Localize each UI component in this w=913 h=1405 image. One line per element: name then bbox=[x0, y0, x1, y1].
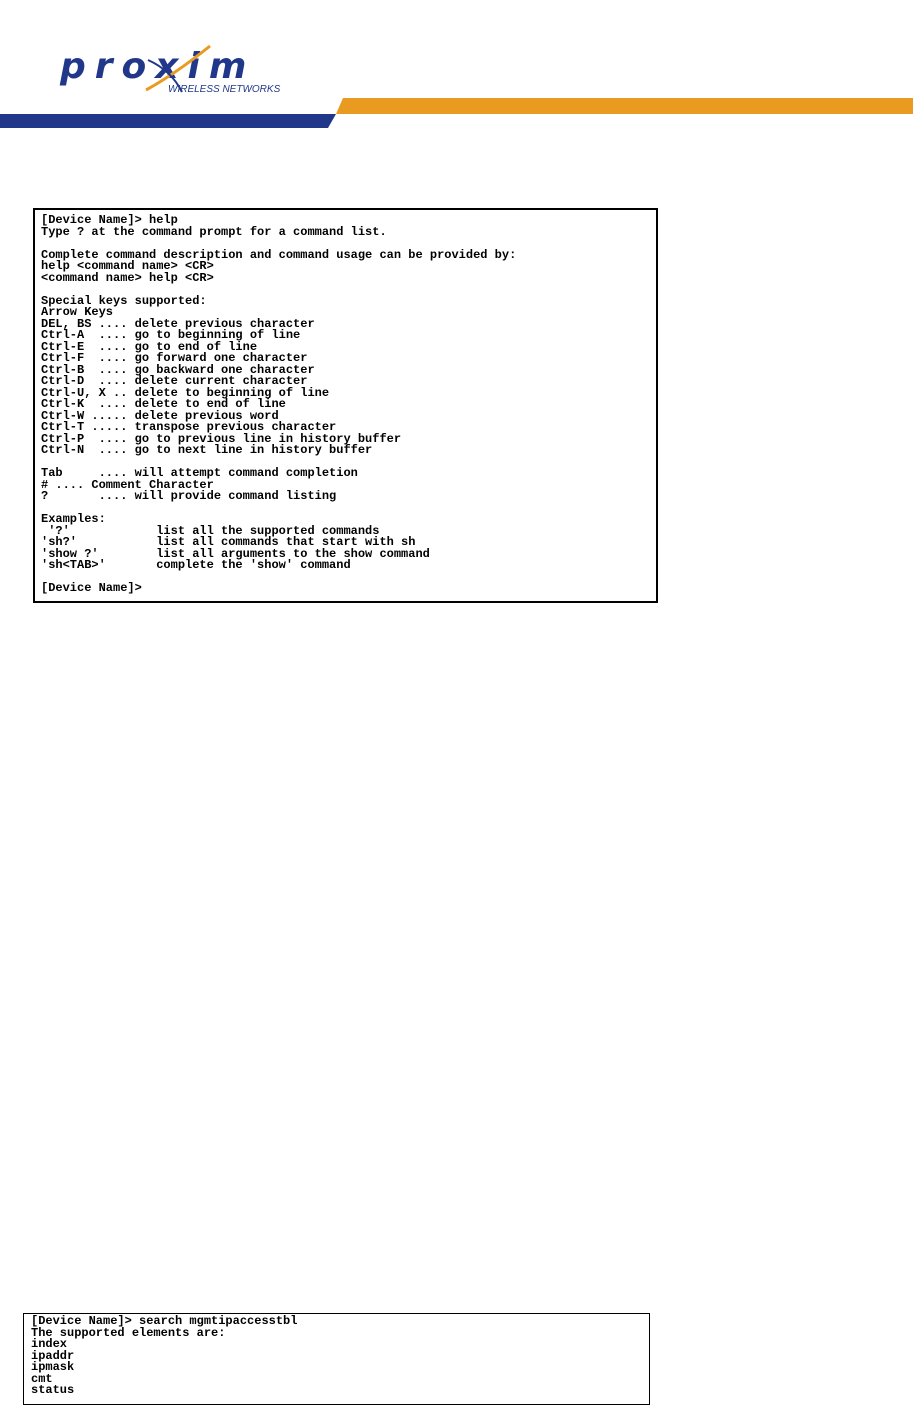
terminal-line: [Device Name]> bbox=[41, 581, 142, 595]
terminal-help-output bbox=[33, 208, 658, 603]
proxim-logo bbox=[60, 40, 290, 100]
terminal-line: 'show ?' list all arguments to the show command bbox=[41, 546, 430, 561]
logo-wordmark: proxim bbox=[60, 46, 256, 87]
terminal-search-output bbox=[23, 1313, 650, 1405]
terminal-line: Ctrl-D .... delete current character bbox=[41, 374, 308, 388]
terminal-line: DEL, BS .... delete previous character bbox=[41, 316, 315, 331]
terminal-line: Ctrl-F .... go forward one character bbox=[41, 351, 308, 365]
terminal-line: ipaddr bbox=[31, 1348, 75, 1363]
terminal-line: Ctrl-N .... go to next line in history buffer bbox=[41, 443, 373, 457]
terminal-line: Ctrl-B .... go backward one character bbox=[41, 362, 315, 377]
search-output-text bbox=[31, 1316, 649, 1397]
terminal-line: 'sh?' list all commands that start with sh bbox=[41, 535, 416, 549]
terminal-line: '?' list all the supported commands bbox=[41, 523, 380, 538]
terminal-line: 'sh<TAB>' complete the 'show' command bbox=[41, 558, 351, 572]
terminal-line: Ctrl-K .... delete to end of line bbox=[41, 397, 286, 411]
terminal-line: The supported elements are: bbox=[31, 1325, 226, 1340]
terminal-line: Examples: bbox=[41, 512, 106, 526]
terminal-line: ? .... will provide command listing bbox=[41, 489, 337, 503]
terminal-line: Type ? at the command prompt for a command list. bbox=[41, 224, 387, 239]
terminal-line: Ctrl-A .... go to beginning of line bbox=[41, 328, 301, 342]
terminal-line: Complete command description and command usage can be provided by: bbox=[41, 247, 517, 262]
terminal-line: # .... Comment Character bbox=[41, 477, 214, 492]
terminal-line: [Device Name]> search mgmtipaccesstbl bbox=[31, 1314, 298, 1328]
terminal-line: Special keys supported: bbox=[41, 293, 207, 308]
terminal-line: status bbox=[31, 1383, 75, 1397]
terminal-line: Ctrl-T ..... transpose previous character bbox=[41, 420, 337, 434]
terminal-line: help <command name> <CR> bbox=[41, 259, 214, 273]
terminal-line: Ctrl-U, X .. delete to beginning of line bbox=[41, 385, 330, 400]
terminal-line: Arrow Keys bbox=[41, 305, 114, 319]
terminal-line: Tab .... will attempt command completion bbox=[41, 466, 358, 480]
terminal-line: Ctrl-E .... go to end of line bbox=[41, 339, 258, 354]
terminal-line: ipmask bbox=[31, 1360, 75, 1374]
terminal-line: Ctrl-P .... go to previous line in history buffer bbox=[41, 431, 402, 446]
terminal-line: <command name> help <CR> bbox=[41, 270, 214, 285]
terminal-line: Ctrl-W ..... delete previous word bbox=[41, 408, 279, 423]
terminal-line: index bbox=[31, 1337, 68, 1351]
help-output-text bbox=[41, 215, 656, 595]
header-band bbox=[0, 96, 913, 130]
terminal-line: cmt bbox=[31, 1371, 53, 1386]
logo-subtitle: WIRELESS NETWORKS bbox=[168, 84, 281, 95]
terminal-line: [Device Name]> help bbox=[41, 213, 178, 227]
